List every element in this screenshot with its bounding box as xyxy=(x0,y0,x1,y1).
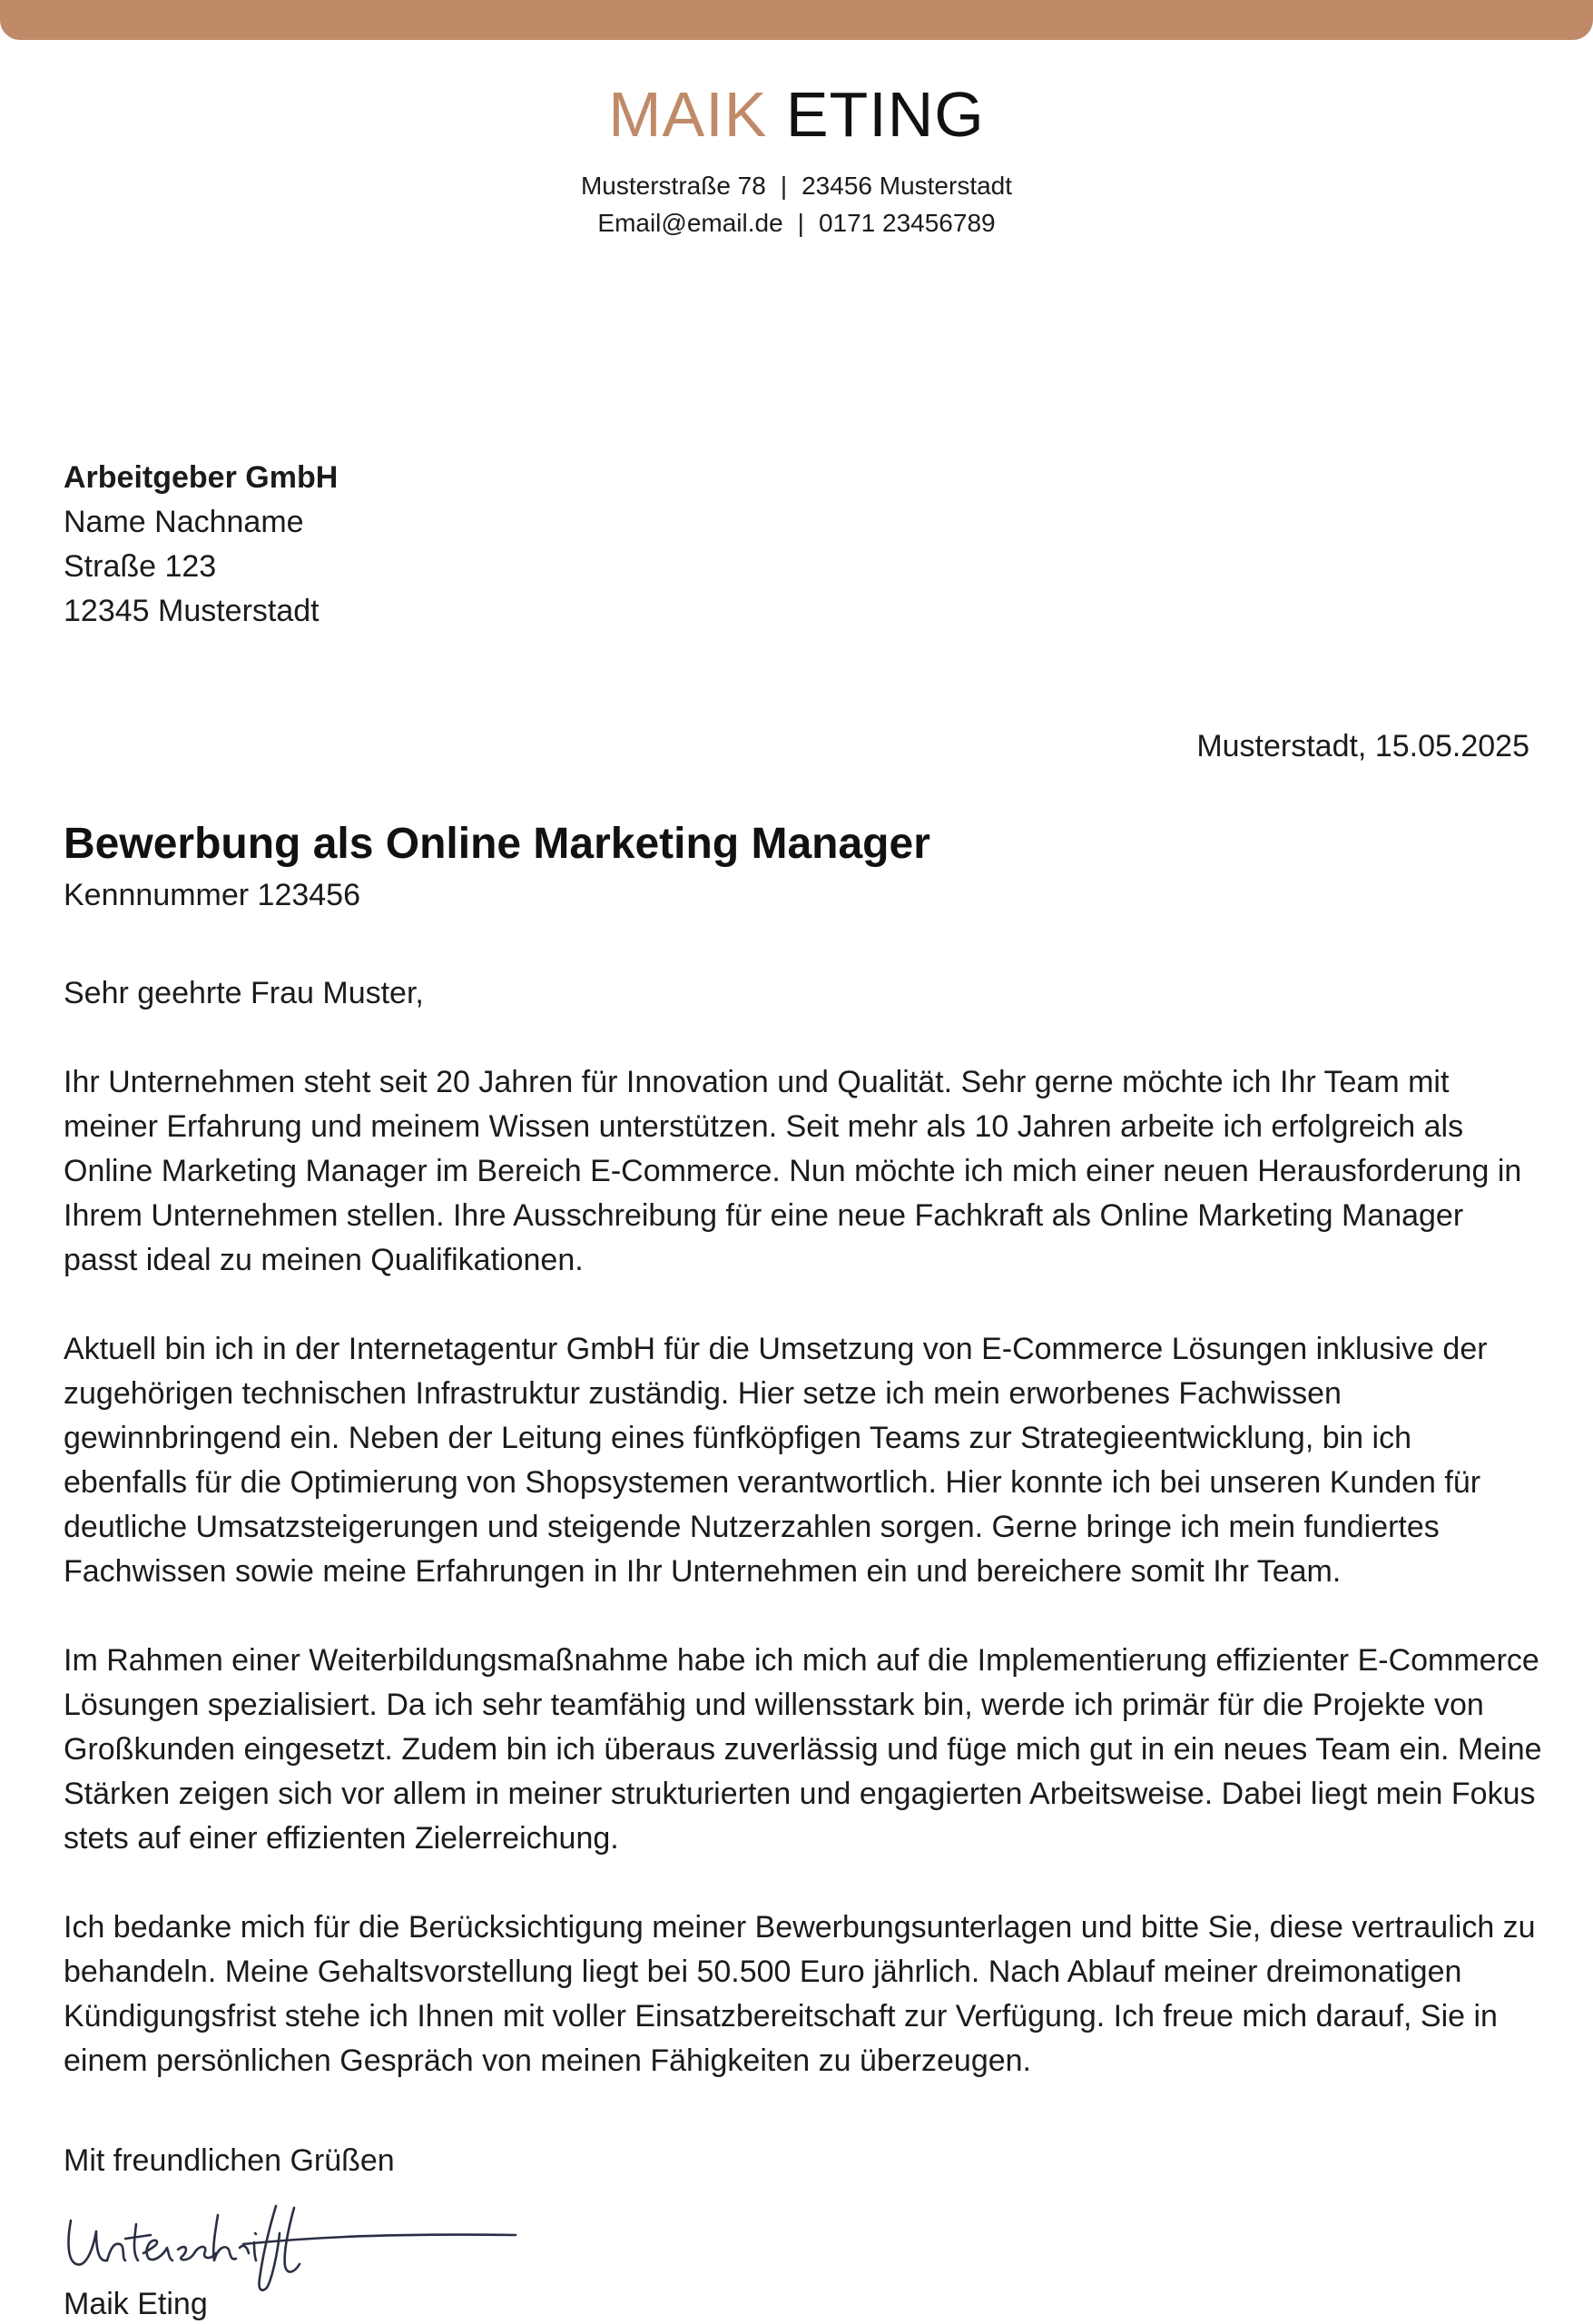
sender-contact xyxy=(0,167,1593,241)
reference-number: Kennnummer 123456 xyxy=(64,878,361,912)
recipient-street: Straße 123 xyxy=(64,549,217,584)
sender-address-line xyxy=(0,167,1593,204)
salutation: Sehr geehrte Frau Muster, xyxy=(64,976,424,1010)
sender-email: Email@email.de xyxy=(597,209,783,237)
sender-last-name: ETING xyxy=(785,79,985,150)
recipient-company: Arbeitgeber GmbH xyxy=(64,460,339,495)
sender-contact-line xyxy=(0,204,1593,241)
accent-top-bar xyxy=(0,0,1593,40)
signer-name: Maik Eting xyxy=(64,2287,208,2321)
body-paragraph: Aktuell bin ich in der Internetagentur GmbH für die Umsetzung von E-Commerce Lösungen inklusive der zugehörigen technischen Infrastruktur zuständig. Hier setze ich mein erworbenes Fachwissen gewinnbringend ein. Neben der Leitung eines fünfköpfigen Teams zur Strategieentwicklung, bin ich ebenfalls für die Optimierung von Shopsystemen verantwortlich. Hier konnte ich bei unseren Kunden für deutliche Umsatzsteigerungen und steigende Nutzerzahlen sorgen. Gerne bringe ich mein fundiertes Fachwissen sowie meine Erfahrungen in Ihr Unternehmen ein und bereichere somit Ihr Team. xyxy=(64,1332,1488,1589)
separator: | xyxy=(797,209,804,237)
letterhead xyxy=(0,78,1593,241)
closing-phrase: Mit freundlichen Grüßen xyxy=(64,2143,395,2178)
subject-line: Bewerbung als Online Marketing Manager xyxy=(64,820,930,868)
body-paragraph: Ihr Unternehmen steht seit 20 Jahren für Innovation und Qualität. Sehr gerne möchte ich Ihr Team mit meiner Erfahrung und meinem Wissen unterstützen. Seit mehr als 10 Jahren arbeite ich erfolgreich als Online Marketing Manager im Bereich E-Commerce. Nun möchte ich mich einer neuen Herausforderung in Ihrem Unternehmen stellen. Ihre Ausschreibung für eine neue Fachkraft als Online Marketing Manager passt ideal zu meinen Qualifikationen. xyxy=(64,1065,1522,1277)
letter-date: Musterstadt, 15.05.2025 xyxy=(1196,729,1529,763)
sender-first-name: MAIK xyxy=(608,79,768,150)
sender-street: Musterstraße 78 xyxy=(580,172,766,200)
recipient-city: 12345 Musterstadt xyxy=(64,594,320,628)
sender-phone: 0171 23456789 xyxy=(818,209,996,237)
subject-block xyxy=(64,817,1516,917)
sender-city: 23456 Musterstadt xyxy=(801,172,1013,200)
separator: | xyxy=(780,172,788,200)
body-paragraph: Ich bedanke mich für die Berücksichtigung meiner Bewerbungsunterlagen und bitte Sie, diese vertraulich zu behandeln. Meine Gehaltsvorstellung liegt bei 50.500 Euro jährlich. Nach Ablauf meiner dreimonatigen Kündigungsfrist stehe ich Ihnen mit voller Einsatzbereitschaft zur Verfügung. Ich freue mich darauf, Sie in einem persönlichen Gespräch von meinen Fähigkeiten zu überzeugen. xyxy=(64,1910,1536,2078)
body-paragraph: Im Rahmen einer Weiterbildungsmaßnahme habe ich mich auf die Implementierung effizienter E-Commerce Lösungen spezialisiert. Da ich sehr teamfähig und willensstark bin, werde ich primär für die Projekte von Großkunden eingesetzt. Zudem bin ich überaus zuverlässig und füge mich gut in ein neues Team ein. Meine Stärken zeigen sich vor allem in meiner strukturierten und engagierten Arbeitsweise. Dabei liegt mein Fokus stets auf einer effizienten Zielerreichung. xyxy=(64,1643,1542,1856)
recipient-address xyxy=(64,456,338,634)
recipient-contact: Name Nachname xyxy=(64,505,304,539)
sender-name xyxy=(0,78,1593,151)
letter-body xyxy=(64,1060,1543,2128)
